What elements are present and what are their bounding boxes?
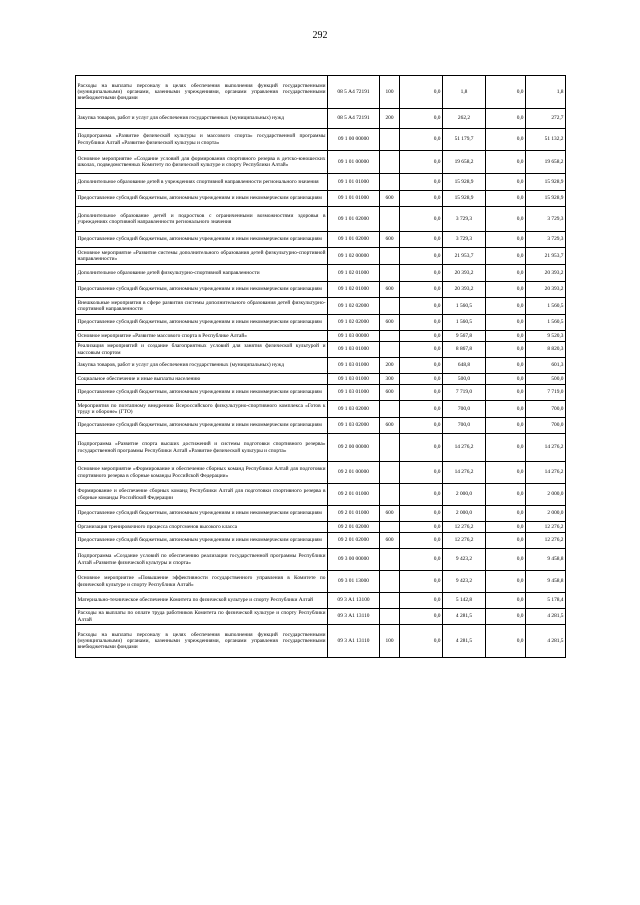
cell-name: Закупка товаров, работ и услуг для обеспечения государственных (муниципальных) нужд	[76, 109, 328, 129]
cell-v4: 20 393,2	[526, 265, 566, 282]
cell-vr: 600	[380, 506, 400, 522]
cell-vr: 100	[380, 625, 400, 658]
cell-code: 09 1 03 01000	[328, 342, 380, 358]
cell-v1: 0,0	[400, 533, 443, 549]
table-row	[76, 401, 566, 418]
table-row	[76, 248, 566, 265]
budget-table-body	[76, 76, 566, 658]
cell-v4: 500,0	[526, 374, 566, 385]
cell-v2: 700,0	[443, 401, 486, 418]
cell-vr	[380, 593, 400, 609]
cell-name: Реализация мероприятий и создание благоприятных условий для занятия физической культурой и массовым спортом	[77, 343, 326, 356]
cell-v1: 0,0	[400, 434, 443, 462]
cell-name: Дополнительное образование детей физкультурно-спортивной направленности	[76, 265, 328, 282]
cell-name: Предоставление субсидий бюджетным, автономным учреждениям и иным некоммерческим организациям	[76, 506, 328, 522]
cell-v1: 0,0	[400, 374, 443, 385]
table-row	[76, 315, 566, 331]
table-row	[76, 549, 566, 571]
cell-vr: 600	[380, 232, 400, 248]
cell-vr	[380, 522, 400, 533]
cell-v3: 0,0	[486, 248, 526, 265]
cell-v4: 9 458,8	[526, 571, 566, 593]
cell-v2: 1 560,5	[443, 298, 486, 315]
cell-v4: 9 520,3	[526, 331, 566, 342]
cell-v1: 0,0	[400, 593, 443, 609]
cell-code: 09 2 01 01000	[328, 484, 380, 506]
table-row	[76, 174, 566, 191]
cell-name: Формирование и обеспечение сборных команд Республики Алтай для подготовки спортивного резерва в сборные команды Российской Федерации	[76, 484, 328, 506]
cell-v2: 51 179,7	[443, 129, 486, 151]
cell-v1: 0,0	[400, 76, 443, 109]
cell-v1: 0,0	[400, 109, 443, 129]
table-row	[76, 358, 566, 374]
cell-name: Основное мероприятие «Повышение эффективности государственного управления в Комитете по физической культуре и спорту Республики Алтай»	[76, 571, 328, 593]
table-row	[76, 385, 566, 401]
cell-v4: 15 928,9	[526, 191, 566, 207]
cell-v3: 0,0	[486, 265, 526, 282]
cell-vr	[380, 265, 400, 282]
table-row	[76, 298, 566, 315]
cell-v3: 0,0	[486, 418, 526, 434]
cell-v2: 12 276,2	[443, 533, 486, 549]
cell-v4: 12 276,2	[526, 522, 566, 533]
cell-vr	[380, 298, 400, 315]
cell-name: Дополнительное образование детей в учреждениях спортивной направленности регионального значения	[76, 174, 328, 191]
cell-v1: 0,0	[400, 331, 443, 342]
cell-v1: 0,0	[400, 315, 443, 331]
cell-v2: 19 658,2	[443, 151, 486, 174]
cell-v4: 1 560,5	[526, 315, 566, 331]
cell-v2: 2 000,0	[443, 506, 486, 522]
cell-v2: 3 729,3	[443, 207, 486, 232]
cell-name: Подпрограмма «Развитие физической культуры и массового спорта» государственной программы Республики Алтай «Развитие физической культуры и спорта»	[76, 129, 328, 151]
table-row	[76, 593, 566, 609]
cell-v3: 0,0	[486, 191, 526, 207]
cell-code: 09 1 03 01000	[328, 374, 380, 385]
cell-code: 09 2 01 02000	[328, 533, 380, 549]
cell-code: 09 1 01 01000	[328, 174, 380, 191]
cell-code: 09 1 03 02000	[328, 418, 380, 434]
cell-name: Предоставление субсидий бюджетным, автономным учреждениям и иным некоммерческим организациям	[76, 385, 328, 401]
table-row	[76, 342, 566, 358]
cell-code: 09 1 01 00000	[328, 151, 380, 174]
table-row	[76, 506, 566, 522]
cell-v2: 700,0	[443, 418, 486, 434]
cell-v1: 0,0	[400, 609, 443, 625]
cell-v2: 8 867,8	[443, 342, 486, 358]
cell-v4: 700,0	[526, 418, 566, 434]
cell-v2: 21 953,7	[443, 248, 486, 265]
cell-v4: 20 393,2	[526, 282, 566, 298]
cell-name: Социальное обеспечение и иные выплаты населению	[76, 374, 328, 385]
cell-v1: 0,0	[400, 191, 443, 207]
cell-v3: 0,0	[486, 282, 526, 298]
cell-vr: 600	[380, 533, 400, 549]
cell-name: Расходы на выплаты персоналу в целях обеспечения выполнения функций государственными (муниципальными) органами, казенными учреждениями, органами управления государственными внебюджетными фондами	[76, 76, 328, 109]
table-row	[76, 374, 566, 385]
cell-name: Расходы на выплаты персоналу в целях обеспечения выполнения функций государственными (муниципальными) органами, казенными учреждениями, органами управления государственными внебюджетными фондами	[76, 625, 328, 658]
cell-v1: 0,0	[400, 506, 443, 522]
cell-code: 09 1 01 02000	[328, 207, 380, 232]
cell-name: Расходы на выплаты по оплате труда работников Комитета по физической культуре и спорту Республики Алтай	[77, 610, 326, 623]
cell-v4: 1,8	[526, 76, 566, 109]
table-row	[76, 571, 566, 593]
cell-v4: 14 276,2	[526, 434, 566, 462]
table-row	[76, 151, 566, 174]
table-row	[76, 109, 566, 129]
table-row	[76, 462, 566, 484]
cell-v4: 272,7	[526, 109, 566, 129]
cell-name: Предоставление субсидий бюджетным, автономным учреждениям и иным некоммерческим организациям	[76, 418, 328, 434]
cell-vr	[380, 484, 400, 506]
page-number: 292	[312, 30, 328, 41]
cell-vr	[380, 401, 400, 418]
cell-v2: 15 928,9	[443, 174, 486, 191]
table-row	[76, 331, 566, 342]
table-row	[76, 609, 566, 625]
cell-vr	[380, 609, 400, 625]
cell-name: Закупка товаров, работ и услуг для обеспечения государственных (муниципальных) нужд	[76, 358, 328, 374]
cell-code: 09 1 02 01000	[328, 282, 380, 298]
cell-name: Основное мероприятие «Создание условий для формирования спортивного резерва в детско-юношеских школах, подведомственных Комитету по физической культуре и спорту Республики Алтай»	[76, 151, 328, 174]
table-row	[76, 265, 566, 282]
cell-v3: 0,0	[486, 232, 526, 248]
cell-v4: 3 729,3	[526, 207, 566, 232]
cell-v1: 0,0	[400, 282, 443, 298]
cell-v4: 15 928,9	[526, 174, 566, 191]
cell-code: 09 3 00 00000	[328, 549, 380, 571]
cell-v2: 648,8	[443, 358, 486, 374]
cell-code: 08 5 А4 72191	[328, 109, 380, 129]
cell-v4: 700,0	[526, 401, 566, 418]
cell-name: Подпрограмма «Развитие спорта высших достижений и системы подготовки спортивного резерва» государственной программы Республики Алтай «Развитие физической культуры и спорта»	[76, 434, 328, 462]
cell-vr: 600	[380, 315, 400, 331]
cell-v1: 0,0	[400, 522, 443, 533]
cell-v1: 0,0	[400, 484, 443, 506]
table-row	[76, 129, 566, 151]
cell-v1: 0,0	[400, 265, 443, 282]
cell-v1: 0,0	[400, 151, 443, 174]
cell-code: 09 1 03 02000	[328, 401, 380, 418]
cell-v3: 0,0	[486, 609, 526, 625]
cell-v4: 9 458,8	[526, 549, 566, 571]
cell-code: 09 2 00 00000	[328, 434, 380, 462]
cell-name: Материально-техническое обеспечение Комитета по физической культуре и спорту Республики Алтай	[76, 593, 328, 609]
cell-v1: 0,0	[400, 401, 443, 418]
cell-v3: 0,0	[486, 401, 526, 418]
cell-v3: 0,0	[486, 593, 526, 609]
cell-v3: 0,0	[486, 298, 526, 315]
cell-v2: 9 567,8	[443, 331, 486, 342]
cell-v1: 0,0	[400, 418, 443, 434]
cell-v1: 0,0	[400, 549, 443, 571]
cell-v3: 0,0	[486, 374, 526, 385]
cell-vr	[380, 462, 400, 484]
cell-name: Организация тренировочного процесса спортсменов высокого класса	[76, 522, 328, 533]
cell-v3: 0,0	[486, 533, 526, 549]
cell-v4: 19 658,2	[526, 151, 566, 174]
cell-name: Дополнительное образование детей и подростков с ограниченными возможностями здоровья в учреждениях спортивной направленности регионального значения	[76, 207, 328, 232]
cell-v4: 5 178,4	[526, 593, 566, 609]
cell-v1: 0,0	[400, 248, 443, 265]
cell-v2: 2 000,0	[443, 484, 486, 506]
cell-v4: 21 953,7	[526, 248, 566, 265]
cell-vr: 100	[380, 76, 400, 109]
cell-vr	[380, 207, 400, 232]
table-row	[76, 484, 566, 506]
cell-v3: 0,0	[486, 129, 526, 151]
cell-v4: 51 132,2	[526, 129, 566, 151]
cell-v4: 601,3	[526, 358, 566, 374]
cell-v3: 0,0	[486, 174, 526, 191]
cell-vr: 200	[380, 109, 400, 129]
cell-vr: 600	[380, 282, 400, 298]
cell-v2: 7 719,0	[443, 385, 486, 401]
cell-v4: 8 820,3	[526, 342, 566, 358]
cell-v4: 2 000,0	[526, 506, 566, 522]
cell-code: 09 1 03 01000	[328, 385, 380, 401]
cell-v4: 12 276,2	[526, 533, 566, 549]
cell-v3: 0,0	[486, 625, 526, 658]
cell-v2: 14 276,2	[443, 462, 486, 484]
table-row	[76, 418, 566, 434]
cell-v4: 3 729,3	[526, 232, 566, 248]
cell-v2: 20 393,2	[443, 282, 486, 298]
table-row	[76, 191, 566, 207]
cell-name: Основное мероприятие «Развитие системы дополнительного образования детей физкультурно-спортивной направленности»	[76, 248, 328, 265]
cell-v2: 1 560,5	[443, 315, 486, 331]
cell-name: Мероприятия по поэтапному внедрению Всероссийского физкультурно-спортивного комплекса «Готов к труду и обороне» (ГТО)	[76, 401, 328, 418]
cell-v2: 5 142,8	[443, 593, 486, 609]
cell-v3: 0,0	[486, 315, 526, 331]
cell-v2: 4 281,5	[443, 625, 486, 658]
cell-code: 09 1 00 00000	[328, 129, 380, 151]
cell-v1: 0,0	[400, 298, 443, 315]
cell-name: Предоставление субсидий бюджетным, автономным учреждениям и иным некоммерческим организациям	[76, 191, 328, 207]
table-row	[76, 76, 566, 109]
cell-code: 09 1 01 02000	[328, 232, 380, 248]
cell-v3: 0,0	[486, 462, 526, 484]
cell-code: 09 1 02 02000	[328, 298, 380, 315]
cell-name: Предоставление субсидий бюджетным, автономным учреждениям и иным некоммерческим организациям	[76, 282, 328, 298]
cell-v3: 0,0	[486, 331, 526, 342]
cell-vr	[380, 571, 400, 593]
cell-v1: 0,0	[400, 358, 443, 374]
cell-vr	[380, 248, 400, 265]
table-row	[76, 522, 566, 533]
cell-name: Основное мероприятие «Развитие массового спорта в Республике Алтай»	[76, 331, 328, 342]
cell-v3: 0,0	[486, 76, 526, 109]
cell-v3: 0,0	[486, 151, 526, 174]
cell-name: Основное мероприятие «Формирование и обеспечение сборных команд Республики Алтай для подготовки спортивного резерва в сборные команды Российской Федерации»	[76, 462, 328, 484]
cell-code: 09 2 01 02000	[328, 522, 380, 533]
cell-v3: 0,0	[486, 571, 526, 593]
cell-v4: 1 560,5	[526, 298, 566, 315]
cell-code: 09 3 А1 13110	[328, 625, 380, 658]
cell-vr	[380, 434, 400, 462]
cell-v1: 0,0	[400, 462, 443, 484]
cell-v3: 0,0	[486, 385, 526, 401]
cell-vr: 600	[380, 385, 400, 401]
cell-code: 09 3 01 13000	[328, 571, 380, 593]
cell-v1: 0,0	[400, 385, 443, 401]
cell-name: Подпрограмма «Создание условий по обеспечению реализации государственной программы Республики Алтай «Развитие физической культуры и спорта»	[76, 549, 328, 571]
cell-name: Внешкольные мероприятия в сфере развития системы дополнительного образования детей физкультурно-спортивной направленности	[76, 298, 328, 315]
cell-v1: 0,0	[400, 342, 443, 358]
cell-v3: 0,0	[486, 109, 526, 129]
cell-code: 09 1 02 01000	[328, 265, 380, 282]
table-row	[76, 207, 566, 232]
cell-v2: 12 276,2	[443, 522, 486, 533]
cell-v2: 20 393,2	[443, 265, 486, 282]
cell-code: 09 2 01 00000	[328, 462, 380, 484]
cell-vr: 300	[380, 374, 400, 385]
cell-v3: 0,0	[486, 358, 526, 374]
cell-v1: 0,0	[400, 625, 443, 658]
cell-name: Предоставление субсидий бюджетным, автономным учреждениям и иным некоммерческим организациям	[76, 232, 328, 248]
cell-v1: 0,0	[400, 129, 443, 151]
cell-v3: 0,0	[486, 342, 526, 358]
cell-vr: 600	[380, 418, 400, 434]
cell-vr	[380, 549, 400, 571]
cell-v3: 0,0	[486, 522, 526, 533]
cell-code: 09 3 А1 13110	[328, 609, 380, 625]
cell-vr: 200	[380, 358, 400, 374]
cell-v2: 9 423,2	[443, 571, 486, 593]
cell-v2: 262,2	[443, 109, 486, 129]
cell-v3: 0,0	[486, 549, 526, 571]
cell-v2: 9 423,2	[443, 549, 486, 571]
cell-vr	[380, 151, 400, 174]
cell-code: 09 1 01 01000	[328, 191, 380, 207]
cell-v2: 1,8	[443, 76, 486, 109]
table-row	[76, 282, 566, 298]
budget-table	[75, 75, 566, 658]
cell-name: Предоставление субсидий бюджетным, автономным учреждениям и иным некоммерческим организациям	[76, 533, 328, 549]
cell-v3: 0,0	[486, 484, 526, 506]
table-row	[76, 533, 566, 549]
cell-v1: 0,0	[400, 232, 443, 248]
cell-v1: 0,0	[400, 207, 443, 232]
cell-vr	[380, 342, 400, 358]
cell-vr	[380, 331, 400, 342]
cell-v2: 15 928,9	[443, 191, 486, 207]
cell-v1: 0,0	[400, 174, 443, 191]
cell-vr	[380, 174, 400, 191]
cell-name: Предоставление субсидий бюджетным, автономным учреждениям и иным некоммерческим организациям	[76, 315, 328, 331]
cell-code: 09 3 А1 13100	[328, 593, 380, 609]
cell-vr: 600	[380, 191, 400, 207]
cell-code: 08 5 А4 72191	[328, 76, 380, 109]
table-row	[76, 232, 566, 248]
cell-v3: 0,0	[486, 207, 526, 232]
table-row	[76, 625, 566, 658]
cell-v4: 4 281,5	[526, 625, 566, 658]
cell-code: 09 2 01 01000	[328, 506, 380, 522]
cell-v2: 500,0	[443, 374, 486, 385]
cell-code: 09 1 03 00000	[328, 331, 380, 342]
cell-v4: 7 719,0	[526, 385, 566, 401]
cell-v4: 14 276,2	[526, 462, 566, 484]
cell-v4: 4 281,5	[526, 609, 566, 625]
cell-v4: 2 000,0	[526, 484, 566, 506]
cell-code: 09 1 03 01000	[328, 358, 380, 374]
cell-v2: 3 729,3	[443, 232, 486, 248]
cell-code: 09 1 02 00000	[328, 248, 380, 265]
cell-v3: 0,0	[486, 434, 526, 462]
cell-v2: 14 276,2	[443, 434, 486, 462]
cell-v2: 4 281,5	[443, 609, 486, 625]
cell-code: 09 1 02 02000	[328, 315, 380, 331]
cell-vr	[380, 129, 400, 151]
table-row	[76, 434, 566, 462]
cell-v3: 0,0	[486, 506, 526, 522]
cell-v1: 0,0	[400, 571, 443, 593]
